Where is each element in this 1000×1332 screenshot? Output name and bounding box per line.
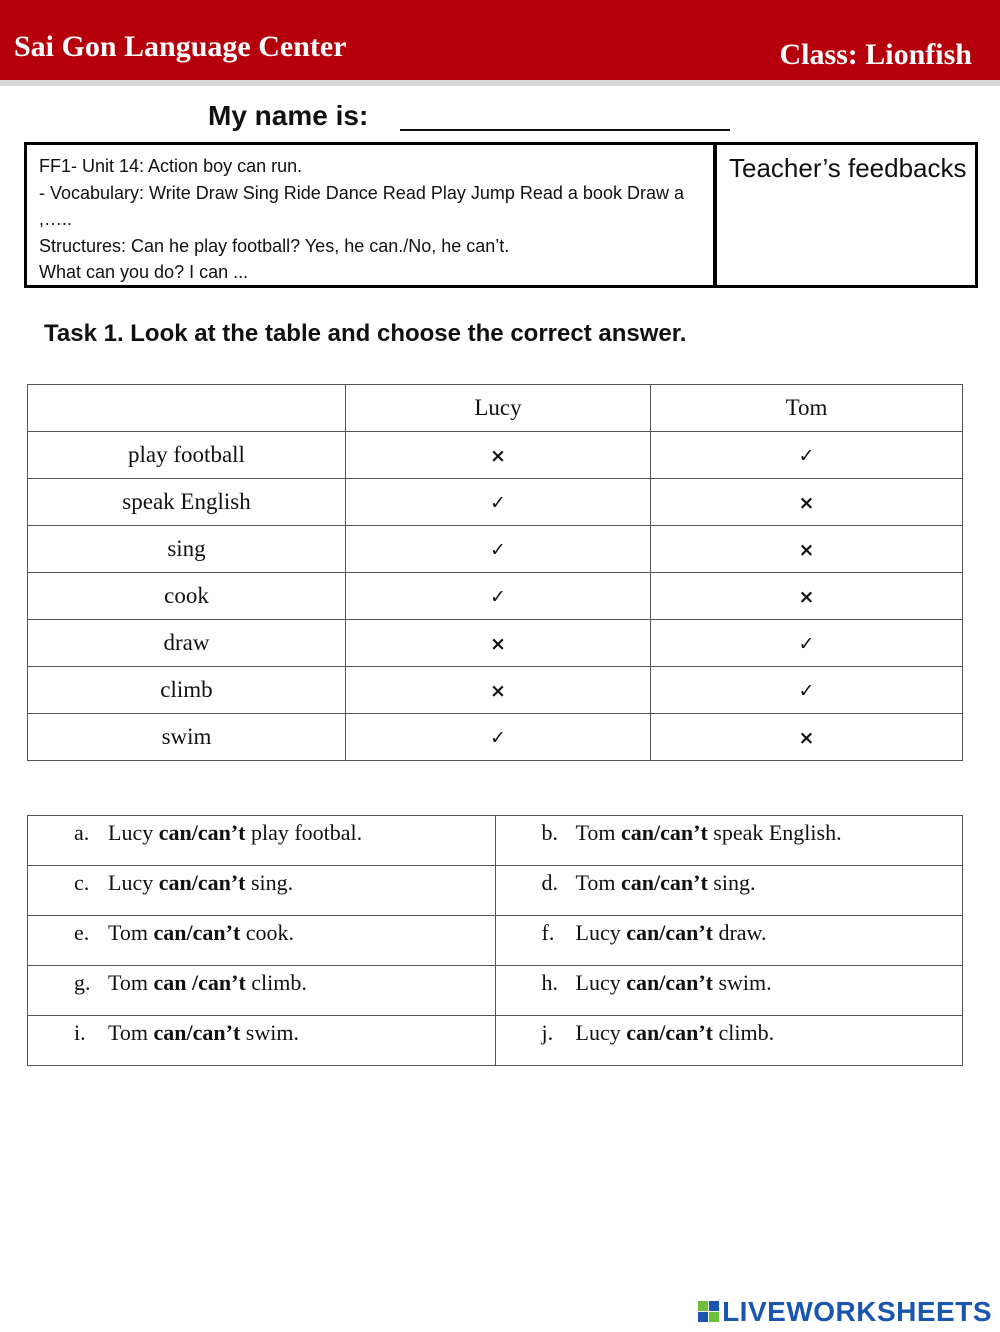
answer-rest: climb. bbox=[251, 970, 307, 995]
skills-table bbox=[27, 384, 963, 761]
answer-letter: g. bbox=[74, 970, 91, 995]
answer-row bbox=[28, 816, 963, 866]
can-cant-choice[interactable]: can/can’t bbox=[626, 920, 713, 945]
table-row bbox=[28, 479, 963, 526]
can-cant-choice[interactable]: can/can’t bbox=[153, 920, 241, 945]
answer-subject: Lucy bbox=[108, 820, 154, 845]
teacher-feedback-label: Teacher’s feedbacks bbox=[729, 153, 967, 183]
can-cant-choice[interactable]: can/can’t bbox=[158, 820, 246, 845]
skill-cell: speak English bbox=[28, 479, 346, 526]
answer-row bbox=[28, 1016, 963, 1066]
answer-letter: a. bbox=[74, 820, 90, 845]
answer-row bbox=[28, 866, 963, 916]
answer-letter: j. bbox=[541, 1020, 554, 1045]
can-cant-choice[interactable]: can/can’t bbox=[621, 870, 708, 895]
can-cant-choice[interactable]: can /can’t bbox=[153, 970, 246, 995]
name-input-line[interactable] bbox=[400, 129, 730, 131]
skill-cell: draw bbox=[28, 620, 346, 667]
logo-square bbox=[698, 1312, 708, 1322]
lucy-mark-cell bbox=[346, 667, 651, 714]
tom-mark-cell bbox=[651, 432, 963, 479]
table-row bbox=[28, 667, 963, 714]
cross-icon: × bbox=[798, 727, 815, 749]
lesson-info bbox=[27, 145, 717, 285]
task1-title: Task 1. Look at the table and choose the correct answer. bbox=[44, 320, 687, 347]
lesson-line: - Vocabulary: Write Draw Sing Ride Dance Read Play Jump Read a book Draw a ,….. bbox=[39, 182, 684, 229]
cross-icon: × bbox=[798, 492, 815, 514]
table-row bbox=[28, 526, 963, 573]
answer-subject: Lucy bbox=[575, 1020, 621, 1045]
can-cant-choice[interactable]: can/can’t bbox=[626, 970, 713, 995]
answer-item[interactable] bbox=[495, 866, 963, 916]
answer-rest: speak English. bbox=[713, 820, 842, 845]
logo-text: LIVEWORKSHEETS bbox=[722, 1296, 992, 1327]
check-icon: ✓ bbox=[490, 539, 506, 561]
tom-mark-cell bbox=[651, 667, 963, 714]
tom-mark-cell bbox=[651, 479, 963, 526]
column-header: Tom bbox=[651, 385, 963, 432]
lucy-mark-cell bbox=[346, 573, 651, 620]
column-header: Lucy bbox=[346, 385, 651, 432]
lesson-line: FF1- Unit 14: Action boy can run. bbox=[39, 156, 303, 176]
answer-item[interactable] bbox=[495, 966, 963, 1016]
answer-item[interactable] bbox=[28, 916, 496, 966]
check-icon: ✓ bbox=[798, 633, 815, 655]
check-icon: ✓ bbox=[490, 492, 506, 514]
answer-subject: Tom bbox=[575, 820, 616, 845]
lucy-mark-cell bbox=[346, 432, 651, 479]
answer-letter: i. bbox=[74, 1020, 86, 1045]
lesson-line: Structures: Can he play football? Yes, he can./No, he can’t. bbox=[39, 235, 510, 256]
answer-subject: Tom bbox=[108, 1020, 149, 1045]
skill-cell: climb bbox=[28, 667, 346, 714]
answer-subject: Tom bbox=[108, 970, 149, 995]
answer-subject: Lucy bbox=[108, 870, 154, 895]
can-cant-choice[interactable]: can/can’t bbox=[158, 870, 246, 895]
lesson-info-box bbox=[24, 142, 978, 288]
answer-item[interactable] bbox=[28, 866, 496, 916]
tom-mark-cell bbox=[651, 573, 963, 620]
answer-subject: Tom bbox=[108, 920, 149, 945]
table-row bbox=[28, 620, 963, 667]
skill-cell: play football bbox=[28, 432, 346, 479]
skill-cell: cook bbox=[28, 573, 346, 620]
check-icon: ✓ bbox=[798, 445, 815, 467]
cross-icon: × bbox=[798, 586, 815, 608]
logo-square bbox=[709, 1301, 719, 1311]
table-row bbox=[28, 714, 963, 761]
tom-mark-cell bbox=[651, 620, 963, 667]
answer-rest: draw. bbox=[718, 920, 767, 945]
table-row bbox=[28, 432, 963, 479]
can-cant-choice[interactable]: can/can’t bbox=[626, 1020, 713, 1045]
answer-rest: play footbal. bbox=[250, 820, 363, 845]
center-name: Sai Gon Language Center bbox=[14, 30, 347, 63]
column-header bbox=[28, 385, 346, 432]
cross-icon: × bbox=[490, 633, 506, 655]
answer-item[interactable] bbox=[495, 816, 963, 866]
lesson-line: What can you do? I can ... bbox=[39, 262, 249, 282]
lucy-mark-cell bbox=[346, 714, 651, 761]
can-cant-choice[interactable]: can/can’t bbox=[153, 1020, 241, 1045]
answer-rest: swim. bbox=[718, 970, 772, 995]
answer-subject: Tom bbox=[575, 870, 616, 895]
cross-icon: × bbox=[490, 445, 506, 467]
answer-item[interactable] bbox=[28, 1016, 496, 1066]
cross-icon: × bbox=[798, 539, 815, 561]
header-banner bbox=[0, 0, 1000, 86]
lucy-mark-cell bbox=[346, 479, 651, 526]
answer-letter: d. bbox=[541, 870, 558, 895]
answer-letter: f. bbox=[541, 920, 555, 945]
skill-cell: sing bbox=[28, 526, 346, 573]
answer-subject: Lucy bbox=[575, 920, 621, 945]
answer-row bbox=[28, 966, 963, 1016]
answer-letter: e. bbox=[74, 920, 90, 945]
logo-square bbox=[709, 1312, 719, 1322]
table-row bbox=[28, 573, 963, 620]
answer-item[interactable] bbox=[28, 816, 496, 866]
lucy-mark-cell bbox=[346, 620, 651, 667]
answer-letter: h. bbox=[541, 970, 558, 995]
logo-square bbox=[698, 1301, 708, 1311]
answer-subject: Lucy bbox=[575, 970, 621, 995]
name-prompt: My name is: bbox=[208, 100, 369, 131]
check-icon: ✓ bbox=[798, 680, 815, 702]
can-cant-choice[interactable]: can/can’t bbox=[621, 820, 708, 845]
cross-icon: × bbox=[490, 680, 506, 702]
table-header-row bbox=[28, 385, 963, 432]
answer-rest: sing. bbox=[713, 870, 756, 895]
lucy-mark-cell bbox=[346, 526, 651, 573]
answer-row bbox=[28, 916, 963, 966]
tom-mark-cell bbox=[651, 526, 963, 573]
tom-mark-cell bbox=[651, 714, 963, 761]
answer-table bbox=[27, 815, 963, 1066]
answer-letter: b. bbox=[541, 820, 558, 845]
answer-rest: swim. bbox=[245, 1020, 299, 1045]
skill-cell: swim bbox=[28, 714, 346, 761]
answer-rest: cook. bbox=[245, 920, 295, 945]
answer-item[interactable] bbox=[495, 1016, 963, 1066]
answer-rest: climb. bbox=[718, 1020, 775, 1045]
liveworksheets-logo bbox=[698, 1296, 992, 1328]
logo-mark-icon bbox=[698, 1301, 720, 1323]
check-icon: ✓ bbox=[490, 727, 506, 749]
answer-letter: c. bbox=[74, 870, 90, 895]
answer-item[interactable] bbox=[28, 966, 496, 1016]
check-icon: ✓ bbox=[490, 586, 506, 608]
class-label: Class: Lionfish bbox=[779, 38, 972, 71]
answer-rest: sing. bbox=[250, 870, 294, 895]
answer-item[interactable] bbox=[495, 916, 963, 966]
